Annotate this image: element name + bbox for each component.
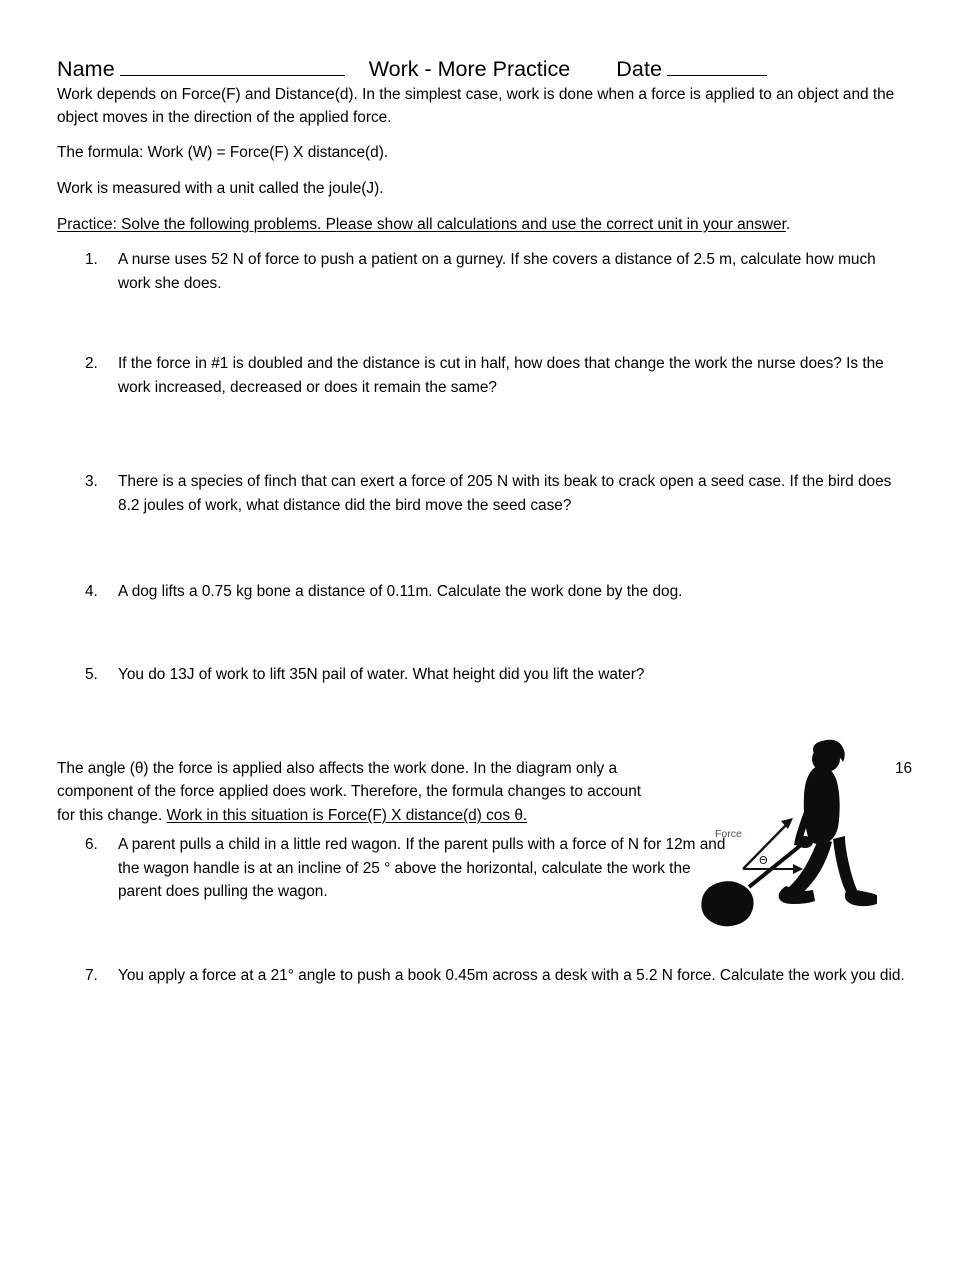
question-number-7: 7. [85, 967, 98, 985]
question-number-3: 3. [85, 472, 98, 490]
question-number-6: 6. [85, 835, 98, 853]
question-text-3: There is a species of finch that can exert a force of 205 N with its beak to crack open a seed case. If the bird does 8.2 joules of work, what distance did the bird move the seed case? [118, 472, 892, 514]
name-blank-line[interactable] [120, 55, 345, 76]
practice-instruction-period: . [785, 215, 791, 233]
date-blank-line[interactable] [667, 55, 767, 76]
margin-number: 16 [895, 760, 913, 778]
worksheet-header [57, 55, 909, 82]
question-number-1: 1. [85, 251, 98, 269]
question-number-4: 4. [85, 582, 98, 600]
page-title: Work - More Practice [368, 56, 571, 81]
question-item-6 [57, 833, 738, 905]
question-text-5: You do 13J of work to lift 35N pail of water. What height did you lift the water? [118, 666, 645, 684]
practice-instruction [57, 214, 909, 237]
answer-space-2 [57, 400, 909, 470]
intro-paragraph-1: Work depends on Force(F) and Distance(d). In the simplest case, work is done when a force is applied to an object and the object moves in the direction of the applied force. [57, 86, 895, 126]
name-label: Name [57, 56, 115, 81]
angle-formula-underlined: Work in this situation is Force(F) X distance(d) cos θ. [166, 806, 528, 824]
question-item-5 [57, 663, 909, 687]
question-item-1 [57, 248, 909, 296]
question-item-7 [57, 964, 909, 988]
question-number-5: 5. [85, 666, 98, 684]
answer-space-3 [57, 518, 909, 580]
angle-label: Θ [759, 854, 768, 868]
angle-paragraph [57, 757, 657, 826]
answer-space-1 [57, 296, 909, 352]
question-item-4 [57, 580, 909, 604]
date-label: Date [616, 56, 663, 81]
formula-paragraph: The formula: Work (W) = Force(F) X distance(d). [57, 144, 389, 162]
question-item-2 [57, 352, 909, 400]
question-text-2: If the force in #1 is doubled and the distance is cut in half, how does that change the work the nurse does? Is the work increased, decreased or does it remain the same? [118, 355, 884, 396]
document-content [57, 55, 913, 988]
practice-instruction-underlined: Practice: Solve the following problems. Please show all calculations and use the correct unit in your answer [57, 215, 786, 233]
question-text-6: A parent pulls a child in a little red wagon. If the parent pulls with a force of N for 12m and the wagon handle is at an incline of 25 ° above the horizontal, calculate the work the parent does pulling the wagon. [118, 835, 726, 901]
question-text-1: A nurse uses 52 N of force to push a patient on a gurney. If she covers a distance of 2.5 m, calculate how much work she does. [118, 251, 876, 293]
question-item-3 [57, 470, 909, 518]
question-list [57, 248, 909, 757]
question-text-7: You apply a force at a 21° angle to push a book 0.45m across a desk with a 5.2 N force. Calculate the work you did. [118, 967, 905, 985]
angle-section [57, 757, 913, 904]
question-number-2: 2. [85, 355, 98, 373]
unit-paragraph: Work is measured with a unit called the joule(J). [57, 180, 384, 198]
force-label: Force [715, 828, 742, 841]
angle-paragraph-plain: The angle (θ) the force is applied also affects the work done. In the diagram only a component of the force applied does work. Therefore, the formula changes to account for this change. [57, 760, 642, 824]
answer-space-4 [57, 603, 909, 663]
question-text-4: A dog lifts a 0.75 kg bone a distance of 0.11m. Calculate the work done by the dog. [118, 582, 683, 600]
silhouette-person [779, 740, 877, 906]
